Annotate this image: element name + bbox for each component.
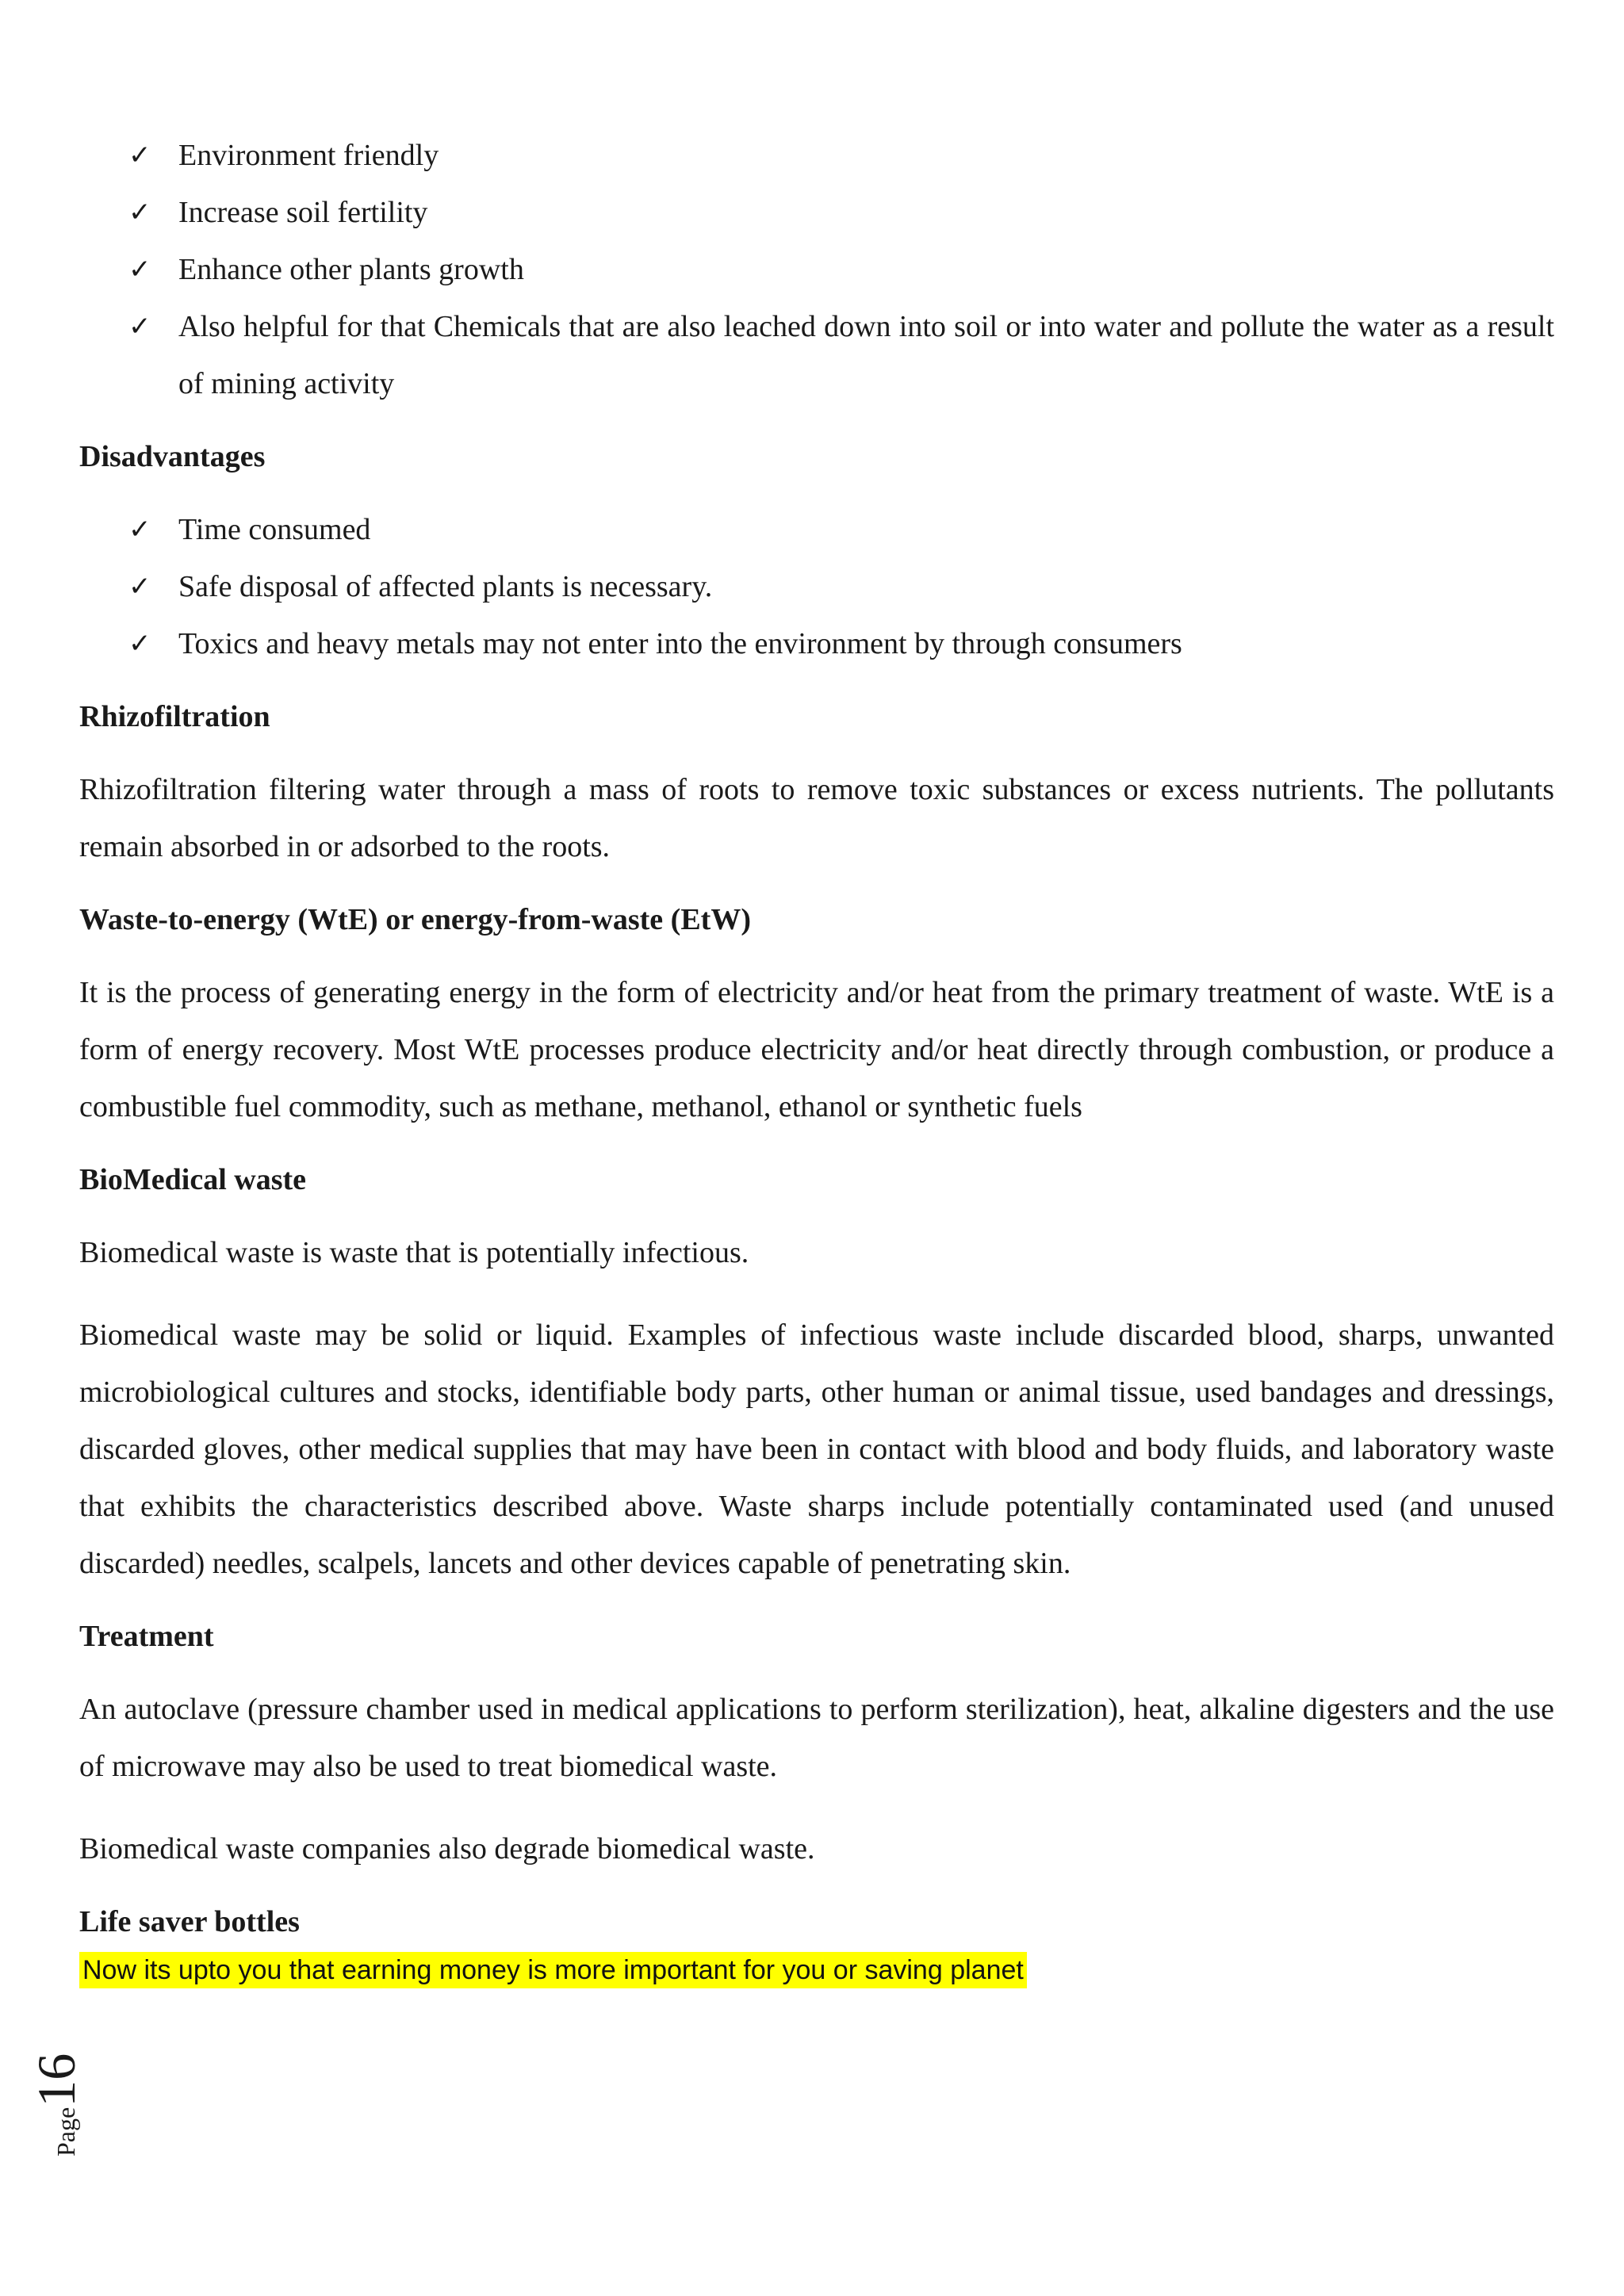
check-icon: ✓ xyxy=(128,628,151,660)
check-icon: ✓ xyxy=(128,140,151,171)
advantages-list xyxy=(79,127,1554,412)
rhizofiltration-paragraph: Rhizofiltration filtering water through a mass of roots to remove toxic substances or excess nutrients. The pollutants remain absorbed in or adsorbed to the roots. xyxy=(79,773,1554,863)
biomedical-heading: BioMedical waste xyxy=(79,1163,307,1196)
treatment-heading: Treatment xyxy=(79,1620,214,1653)
check-icon: ✓ xyxy=(128,514,151,545)
check-icon: ✓ xyxy=(128,311,151,342)
list-item: ✓ Time consumed xyxy=(79,501,1554,558)
treatment-paragraph-2: Biomedical waste companies also degrade biomedical waste. xyxy=(79,1832,815,1866)
rhizofiltration-heading: Rhizofiltration xyxy=(79,700,270,733)
highlighted-note: Now its upto you that earning money is more important for you or saving planet xyxy=(79,1952,1027,1988)
treatment-paragraph-1: An autoclave (pressure chamber used in medical applications to perform sterilization), heat, alkaline digesters and the use of microwave may also be used to treat biomedical waste. xyxy=(79,1693,1554,1783)
list-item: ✓ Increase soil fertility xyxy=(79,184,1554,241)
list-item: ✓ Safe disposal of affected plants is necessary. xyxy=(79,558,1554,615)
biomedical-paragraph-2: Biomedical waste may be solid or liquid. Examples of infectious waste include discarded blood, sharps, unwanted microbiological cultures and stocks, identifiable body parts, other human or animal tissue, used bandages and dressings, discarded gloves, other medical supplies that may have been in contact with blood and body fluids, and laboratory waste that exhibits the characteristics described above. Waste sharps include potentially contaminated used (and unused discarded) needles, scalpels, lancets and other devices capable of penetrating skin. xyxy=(79,1318,1554,1580)
page-number xyxy=(25,2014,97,2156)
page-label: Page xyxy=(52,2107,80,2156)
check-icon: ✓ xyxy=(128,197,151,228)
check-icon: ✓ xyxy=(128,571,151,603)
biomedical-paragraph-1: Biomedical waste is waste that is potentially infectious. xyxy=(79,1236,749,1269)
document-page xyxy=(79,127,1554,1988)
list-item: ✓ Environment friendly xyxy=(79,127,1554,184)
wte-paragraph: It is the process of generating energy in the form of electricity and/or heat from the primary treatment of waste. WtE is a form of energy recovery. Most WtE processes produce electricity and/or heat directly through combustion, or produce a combustible fuel commodity, such as methane, methanol, ethanol or synthetic fuels xyxy=(79,976,1554,1123)
check-icon: ✓ xyxy=(128,254,151,285)
lifesaver-heading: Life saver bottles xyxy=(79,1905,300,1938)
disadvantages-list xyxy=(79,501,1554,672)
disadvantages-heading: Disadvantages xyxy=(79,440,266,473)
page-number-digits: 16 xyxy=(26,2053,86,2107)
wte-heading: Waste-to-energy (WtE) or energy-from-waste (EtW) xyxy=(79,903,751,936)
list-item: ✓ Also helpful for that Chemicals that are also leached down into soil or into water and pollute the water as a result of mining activity xyxy=(79,298,1554,412)
list-item: ✓ Enhance other plants growth xyxy=(79,241,1554,298)
list-item: ✓ Toxics and heavy metals may not enter into the environment by through consumers xyxy=(79,615,1554,672)
